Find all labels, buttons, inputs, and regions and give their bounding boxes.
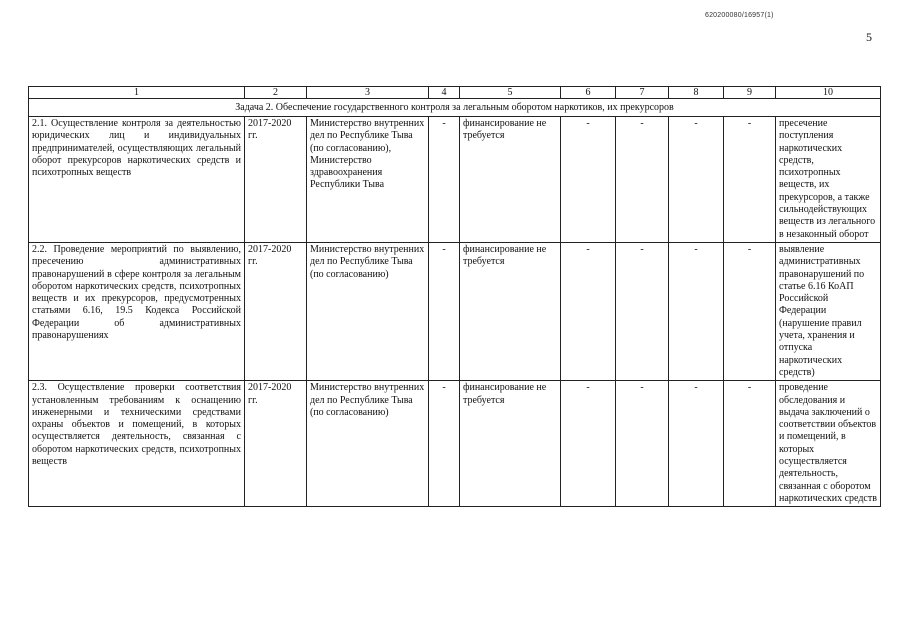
column-number-row [29, 87, 881, 99]
table-row [29, 117, 881, 243]
column-number: 9 [724, 87, 776, 99]
period-cell: 2017-2020 гг. [245, 117, 307, 243]
column-number: 10 [776, 87, 881, 99]
measure-cell: 2.2. Проведение мероприятий по выявлению, пресечению административных правонарушений в сфере контроля за легальным оборотом наркотических средств, психотропных веществ и их прекурсоров, предусмотренных статьями 6.16, 19.5 Кодекса Российской Федерации об административных правонарушениях [29, 242, 245, 380]
measures-table [28, 86, 881, 507]
col8-cell: - [669, 381, 724, 507]
col7-cell: - [616, 242, 669, 380]
page-number: 5 [866, 30, 872, 44]
col6-cell: - [561, 242, 616, 380]
col7-cell: - [616, 117, 669, 243]
column-number: 6 [561, 87, 616, 99]
column-number: 3 [307, 87, 429, 99]
col8-cell: - [669, 242, 724, 380]
funding-cell: финансирование не требуется [460, 117, 561, 243]
executor-cell: Министерство внутренних дел по Республике Тыва (по согласованию) [307, 381, 429, 507]
col9-cell: - [724, 242, 776, 380]
col4-cell: - [429, 117, 460, 243]
result-cell: проведение обследования и выдача заключений о соответствии объектов и помещений, в которых осуществляется деятельность, связанная с оборотом наркотических средств [776, 381, 881, 507]
table-row [29, 381, 881, 507]
col8-cell: - [669, 117, 724, 243]
col4-cell: - [429, 242, 460, 380]
col9-cell: - [724, 381, 776, 507]
column-number: 2 [245, 87, 307, 99]
funding-cell: финансирование не требуется [460, 381, 561, 507]
executor-cell: Министерство внутренних дел по Республике Тыва (по согласованию), Министерство здравоохранения Республики Тыва [307, 117, 429, 243]
col9-cell: - [724, 117, 776, 243]
period-cell: 2017-2020 гг. [245, 381, 307, 507]
col7-cell: - [616, 381, 669, 507]
executor-cell: Министерство внутренних дел по Республике Тыва (по согласованию) [307, 242, 429, 380]
period-cell: 2017-2020 гг. [245, 242, 307, 380]
measure-cell: 2.1. Осуществление контроля за деятельностью юридических лиц и индивидуальных предпринимателей, осуществляющих легальный оборот прекурсоров наркотических средств и психотропных веществ [29, 117, 245, 243]
funding-cell: финансирование не требуется [460, 242, 561, 380]
column-number: 1 [29, 87, 245, 99]
column-number: 5 [460, 87, 561, 99]
measure-cell: 2.3. Осуществление проверки соответствия установленным требованиям к оснащению инженерными и техническими средствами охраны объектов и помещений, в которых осуществляется деятельность, связанная с оборотом наркотических средств, психотропных веществ [29, 381, 245, 507]
table-row [29, 242, 881, 380]
col6-cell: - [561, 117, 616, 243]
col6-cell: - [561, 381, 616, 507]
column-number: 4 [429, 87, 460, 99]
column-number: 8 [669, 87, 724, 99]
task-title-row [29, 99, 881, 117]
col4-cell: - [429, 381, 460, 507]
task-title: Задача 2. Обеспечение государственного контроля за легальным оборотом наркотиков, их прекурсоров [29, 99, 881, 117]
document-number: 620200080/16957(1) [705, 12, 774, 19]
column-number: 7 [616, 87, 669, 99]
result-cell: пресечение поступления наркотических средств, психотропных веществ, их прекурсоров, а также сильнодействующих веществ из легального в незаконный оборот [776, 117, 881, 243]
result-cell: выявление административных правонарушений по статье 6.16 КоАП Российской Федерации (нарушение правил учета, хранения и отпуска наркотических средств) [776, 242, 881, 380]
